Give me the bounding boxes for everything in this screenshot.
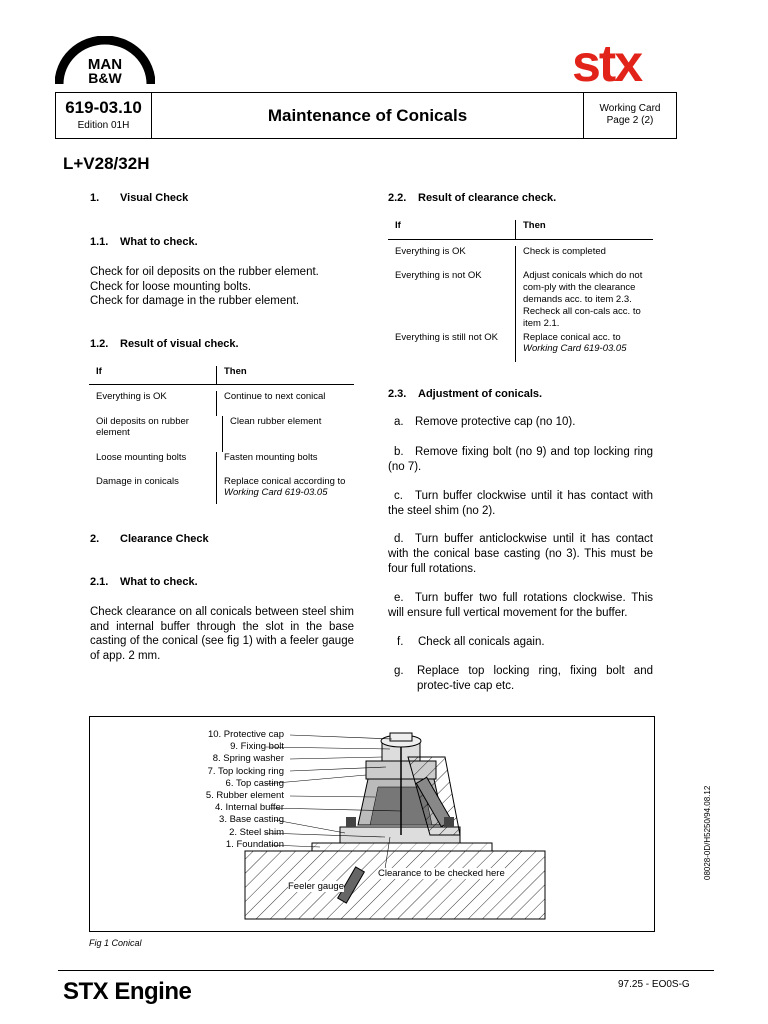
section-1-1-heading: 1.1. What to check.: [90, 236, 198, 248]
step-f: f. Check all conicals again.: [397, 636, 545, 648]
section-1-2-heading: 1.2. Result of visual check.: [90, 338, 239, 350]
stx-logo: stx: [572, 35, 642, 93]
conical-drawing: [90, 717, 654, 931]
clearance-label: Clearance to be checked here: [378, 868, 505, 879]
check-list: Check for oil deposits on the rubber element. Check for loose mounting bolts. Check for damage in the rubber element.: [90, 266, 319, 307]
step-b: b. Remove fixing bolt (no 9) and top locking ring (no 7).: [388, 446, 653, 473]
visual-check-table: If Then Everything is OK Continue to next conical Oil deposits on rubber element Clean rubber element Loose mounting bolts Fasten mounting bolts Damage in conicals Replace conical according to Working Card 619-03.05: [89, 366, 354, 504]
clearance-text: Check clearance on all conicals between steel shim and internal buffer through the slot in the base casting of the conical (see fig 1) with a feeler gauge of app. 2 mm.: [90, 606, 354, 662]
footer-divider: [58, 970, 714, 971]
step-a: a. Remove protective cap (no 10).: [394, 416, 576, 428]
doc-number: 619-03.10: [65, 98, 142, 117]
svg-text:08028-0D/H5250/94.08.12: 08028-0D/H5250/94.08.12: [703, 785, 712, 880]
doc-title: Maintenance of Conicals: [267, 105, 468, 125]
figure-labels: 10. Protective cap 9. Fixing bolt 8. Spring washer 7. Top locking ring 6. Top casting 5. Rubber element 4. Internal buffer 3. Base casting 2. Steel shim 1. Foundation: [205, 729, 284, 850]
clearance-check-table: If Then Everything is OK Check is completed Everything is not OK Adjust conicals which do not com-ply with the clearance demands acc. to item 2.3. Recheck all con-cals acc. to item 2.1. Everything is still not OK Replace conical acc. to Working Card 619-03.05: [388, 220, 653, 362]
figure-caption: Fig 1 Conical: [89, 938, 142, 948]
footer-code: 97.25 - EO0S-G: [618, 979, 690, 990]
page-number: Page 2 (2): [606, 115, 654, 126]
side-document-code: [700, 780, 714, 880]
edition: Edition 01H: [77, 120, 130, 131]
svg-text:B&W: B&W: [88, 70, 122, 86]
svg-text:MAN: MAN: [87, 56, 123, 73]
section-2-2-heading: 2.2. Result of clearance check.: [388, 192, 557, 204]
section-2-heading: 2. Clearance Check: [90, 533, 209, 545]
engine-type: L+V28/32H: [63, 154, 150, 173]
step-c: c. Turn buffer clockwise until it has contact with the steel shim (no 2).: [388, 490, 653, 517]
feeler-gauge-label: Feeler gauge: [288, 881, 344, 892]
footer-brand: STX Engine: [63, 978, 192, 1005]
document-header: [55, 92, 677, 139]
man-bw-logo: [55, 36, 155, 86]
step-g: g. Replace top locking ring, fixing bolt and protec-tive cap etc.: [394, 665, 653, 692]
step-e: e. Turn buffer two full rotations clockwise. This will ensure full vertical movement for the buffer.: [388, 592, 653, 619]
card-type: Working Card: [599, 103, 661, 114]
section-1-heading: 1. Visual Check: [90, 192, 189, 204]
step-d: d. Turn buffer anticlockwise until it has contact with the conical base casting (no 3). This must be four full rotations.: [388, 533, 653, 575]
conical-figure: [89, 716, 655, 932]
section-2-3-heading: 2.3. Adjustment of conicals.: [388, 388, 543, 400]
section-2-1-heading: 2.1. What to check.: [90, 576, 198, 588]
